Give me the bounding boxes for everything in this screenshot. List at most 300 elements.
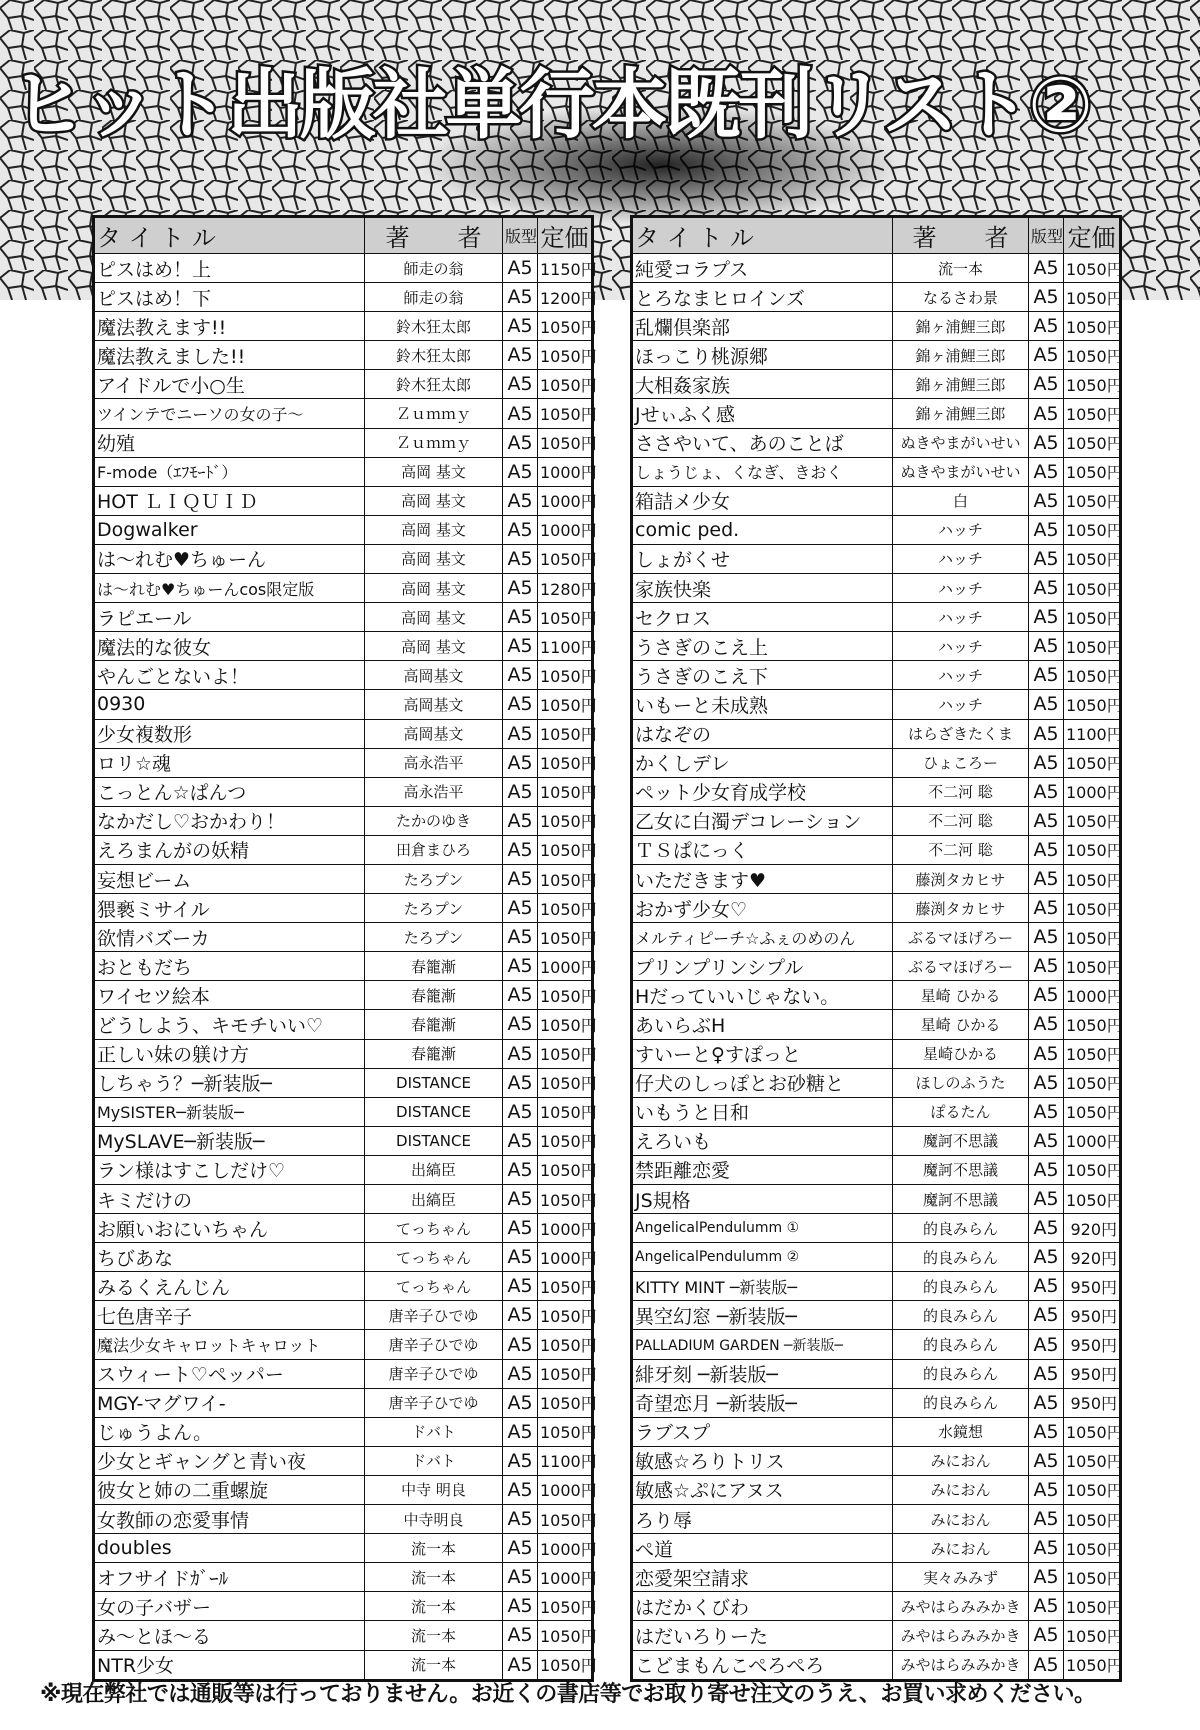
book-author: Ｚｕｍｍｙ (365, 399, 503, 428)
book-format: A5 (1029, 1330, 1064, 1359)
book-title: 女教師の恋愛事情 (95, 1505, 365, 1534)
table-header (95, 218, 592, 254)
book-author: ひょころー (893, 748, 1029, 777)
table-row (95, 457, 592, 486)
book-price: 1050円 (1064, 632, 1120, 661)
book-author: 田倉まひろ (365, 835, 503, 864)
book-price: 1050円 (1064, 283, 1120, 312)
book-title: 家族快楽 (633, 574, 893, 603)
book-format: A5 (1029, 283, 1064, 312)
book-author: たろプン (365, 923, 503, 952)
table-row (95, 690, 592, 719)
book-author: 鈴木狂太郎 (365, 370, 503, 399)
book-title: MGY-マグワイ- (95, 1388, 365, 1417)
book-author: ハッチ (893, 574, 1029, 603)
book-author: 中寺 明良 (365, 1475, 503, 1504)
book-price: 950円 (1064, 1330, 1120, 1359)
table-row (633, 399, 1120, 428)
book-format: A5 (503, 952, 538, 981)
book-price: 1050円 (538, 777, 592, 806)
book-format: A5 (503, 1330, 538, 1359)
book-author: 的良みらん (893, 1388, 1029, 1417)
book-title: 異空幻窓 ─新装版─ (633, 1301, 893, 1330)
book-price: 1050円 (1064, 428, 1120, 457)
book-title: ラン様はすこしだけ♡ (95, 1155, 365, 1184)
table-row (633, 632, 1120, 661)
book-author: みにおん (893, 1505, 1029, 1534)
table-row (633, 1155, 1120, 1184)
book-author: 的良みらん (893, 1272, 1029, 1301)
book-author: 魔訶不思議 (893, 1155, 1029, 1184)
table-row (95, 1097, 592, 1126)
book-format: A5 (503, 1475, 538, 1504)
book-format: A5 (503, 894, 538, 923)
book-title: F-mode（ｴﾌﾓｰﾄﾞ） (95, 457, 365, 486)
book-price: 1050円 (1064, 399, 1120, 428)
book-title: 0930 (95, 690, 365, 719)
book-price: 1000円 (538, 1475, 592, 1504)
book-author: 唐辛子ひでゆ (365, 1359, 503, 1388)
book-author: 春籠漸 (365, 1039, 503, 1068)
book-price: 1050円 (538, 1185, 592, 1214)
book-title: NTR少女 (95, 1650, 365, 1679)
book-format: A5 (1029, 923, 1064, 952)
book-price: 1280円 (538, 574, 592, 603)
book-author: 高岡 基文 (365, 544, 503, 573)
book-format: A5 (1029, 1097, 1064, 1126)
book-format: A5 (503, 981, 538, 1010)
book-price: 1050円 (1064, 1592, 1120, 1621)
table-row (633, 1010, 1120, 1039)
book-author: 師走の翁 (365, 283, 503, 312)
book-author: 星崎 ひかる (893, 1010, 1029, 1039)
book-title: 少女複数形 (95, 719, 365, 748)
book-format: A5 (503, 719, 538, 748)
book-price: 1050円 (1064, 1650, 1120, 1679)
book-author: ハッチ (893, 661, 1029, 690)
book-title: うさぎのこえ下 (633, 661, 893, 690)
book-price: 1000円 (1064, 777, 1120, 806)
table-row (633, 1126, 1120, 1155)
book-title: 大相姦家族 (633, 370, 893, 399)
book-title: えろいも (633, 1126, 893, 1155)
book-title: 魔法教えます!! (95, 312, 365, 341)
book-format: A5 (1029, 1475, 1064, 1504)
book-format: A5 (503, 254, 538, 283)
book-author: みにおん (893, 1475, 1029, 1504)
book-title: ラブスプ (633, 1417, 893, 1446)
book-format: A5 (503, 283, 538, 312)
book-title: ちびあな (95, 1243, 365, 1272)
book-price: 1050円 (538, 1650, 592, 1679)
table-row (95, 981, 592, 1010)
table-row (633, 1417, 1120, 1446)
table-row (633, 1505, 1120, 1534)
book-format: A5 (1029, 806, 1064, 835)
book-format: A5 (1029, 1650, 1064, 1679)
book-author: 流一本 (365, 1621, 503, 1650)
book-author: 的良みらん (893, 1214, 1029, 1243)
book-price: 1050円 (1064, 894, 1120, 923)
book-title: やんごとないよ！ (95, 661, 365, 690)
book-author: 実々みみず (893, 1563, 1029, 1592)
book-title: ぺ道 (633, 1534, 893, 1563)
book-title: えろまんがの妖精 (95, 835, 365, 864)
book-title: KITTY MINT ─新装版─ (633, 1272, 893, 1301)
book-price: 1050円 (1064, 1446, 1120, 1475)
book-title: ワイセツ絵本 (95, 981, 365, 1010)
book-author: 出縞臣 (365, 1185, 503, 1214)
book-title: こどまもんこぺろぺろ (633, 1650, 893, 1679)
table-row (633, 1446, 1120, 1475)
book-price: 1050円 (538, 370, 592, 399)
book-author: たかのゆき (365, 806, 503, 835)
table-row (633, 1592, 1120, 1621)
book-format: A5 (1029, 574, 1064, 603)
book-author: Ｚｕｍｍｙ (365, 428, 503, 457)
table-row (633, 486, 1120, 515)
book-format: A5 (1029, 719, 1064, 748)
book-author: 流一本 (365, 1534, 503, 1563)
book-title: スウィート♡ペッパー (95, 1359, 365, 1388)
book-title: あいらぶH (633, 1010, 893, 1039)
book-title: ほっこり桃源郷 (633, 341, 893, 370)
book-title: なかだし♡おかわり！ (95, 806, 365, 835)
book-price: 1050円 (538, 1097, 592, 1126)
table-row (95, 1068, 592, 1097)
book-format: A5 (503, 923, 538, 952)
book-format: A5 (1029, 864, 1064, 893)
book-title: 魔法的な彼女 (95, 632, 365, 661)
book-price: 1000円 (538, 1563, 592, 1592)
book-author: DISTANCE (365, 1126, 503, 1155)
book-title: doubles (95, 1534, 365, 1563)
book-format: A5 (1029, 981, 1064, 1010)
table-row (95, 1446, 592, 1475)
book-price: 1050円 (538, 603, 592, 632)
book-price: 1200円 (538, 283, 592, 312)
book-format: A5 (503, 544, 538, 573)
table-row (633, 835, 1120, 864)
table-row (95, 661, 592, 690)
book-author: ハッチ (893, 632, 1029, 661)
book-format: A5 (503, 1650, 538, 1679)
book-format: A5 (1029, 1010, 1064, 1039)
book-format: A5 (503, 1592, 538, 1621)
book-title: AngelicalPendulumm ① (633, 1214, 893, 1243)
book-title: キミだけの (95, 1185, 365, 1214)
book-price: 1050円 (1064, 923, 1120, 952)
book-author: たろプン (365, 864, 503, 893)
book-price: 1050円 (1064, 370, 1120, 399)
book-format: A5 (503, 690, 538, 719)
book-format: A5 (1029, 835, 1064, 864)
book-title: 魔法教えました!! (95, 341, 365, 370)
book-format: A5 (1029, 428, 1064, 457)
table-row (633, 923, 1120, 952)
book-format: A5 (1029, 1243, 1064, 1272)
book-title: おともだち (95, 952, 365, 981)
book-title: ＴＳぱにっく (633, 835, 893, 864)
book-price: 1000円 (1064, 1126, 1120, 1155)
book-price: 1050円 (1064, 312, 1120, 341)
table-row (633, 341, 1120, 370)
book-author: ハッチ (893, 603, 1029, 632)
book-title: いもーと未成熟 (633, 690, 893, 719)
book-title: 幼殖 (95, 428, 365, 457)
book-title: はなぞの (633, 719, 893, 748)
table-row (633, 1214, 1120, 1243)
book-author: ドバト (365, 1446, 503, 1475)
book-author: 錦ヶ浦鯉三郎 (893, 312, 1029, 341)
header-format: 版型 (503, 218, 538, 254)
book-title: Jせぃふく感 (633, 399, 893, 428)
header-price: 定価 (538, 218, 592, 254)
book-title: comic ped. (633, 515, 893, 544)
book-format: A5 (1029, 370, 1064, 399)
table-row (633, 574, 1120, 603)
book-format: A5 (503, 370, 538, 399)
book-format: A5 (1029, 632, 1064, 661)
book-format: A5 (1029, 1214, 1064, 1243)
book-title: とろなまヒロインズ (633, 283, 893, 312)
table-row (95, 777, 592, 806)
book-author: 高岡基文 (365, 690, 503, 719)
book-title: 緋牙刻 ─新装版─ (633, 1359, 893, 1388)
table-row (95, 544, 592, 573)
book-price: 1050円 (538, 1505, 592, 1534)
book-author: 鈴木狂太郎 (365, 341, 503, 370)
book-price: 1050円 (1064, 457, 1120, 486)
table-row (95, 864, 592, 893)
table-row (633, 719, 1120, 748)
book-title: 七色唐辛子 (95, 1301, 365, 1330)
book-author: 藤渕タカヒサ (893, 864, 1029, 893)
book-title: 乱爛倶楽部 (633, 312, 893, 341)
book-author: 流一本 (365, 1563, 503, 1592)
table-row (633, 864, 1120, 893)
book-price: 1050円 (538, 1010, 592, 1039)
book-format: A5 (503, 1534, 538, 1563)
book-author: 白 (893, 486, 1029, 515)
table-row (95, 1534, 592, 1563)
book-title: いただきます♥ (633, 864, 893, 893)
table-row (633, 661, 1120, 690)
book-title: セクロス (633, 603, 893, 632)
book-title: お願いおにいちゃん (95, 1214, 365, 1243)
table-row (633, 1097, 1120, 1126)
book-title: オフサイドｶﾞｰﾙ (95, 1563, 365, 1592)
table-row (633, 1359, 1120, 1388)
book-title: は～れむ♥ちゅーんcos限定版 (95, 574, 365, 603)
book-format: A5 (503, 632, 538, 661)
book-price: 1050円 (1064, 1010, 1120, 1039)
book-title: ピスはめ！上 (95, 254, 365, 283)
book-price: 1050円 (1064, 515, 1120, 544)
book-title: Dogwalker (95, 515, 365, 544)
header-price: 定価 (1064, 218, 1120, 254)
book-format: A5 (1029, 544, 1064, 573)
book-price: 1050円 (538, 690, 592, 719)
book-price: 1000円 (1064, 981, 1120, 1010)
table-row (95, 1126, 592, 1155)
book-format: A5 (503, 574, 538, 603)
book-price: 1050円 (1064, 864, 1120, 893)
table-row (633, 1243, 1120, 1272)
book-format: A5 (1029, 1359, 1064, 1388)
book-price: 1050円 (538, 341, 592, 370)
book-author: ドバト (365, 1417, 503, 1446)
book-format: A5 (503, 1417, 538, 1446)
book-price: 1100円 (538, 1446, 592, 1475)
book-price: 1050円 (538, 748, 592, 777)
table-row (633, 603, 1120, 632)
book-price: 1050円 (538, 894, 592, 923)
book-author: てっちゃん (365, 1272, 503, 1301)
book-price: 1050円 (1064, 1039, 1120, 1068)
book-format: A5 (1029, 1592, 1064, 1621)
table-row (633, 1272, 1120, 1301)
book-price: 1050円 (1064, 748, 1120, 777)
table-row (95, 574, 592, 603)
book-title: み～とほ～る (95, 1621, 365, 1650)
book-author: 高永浩平 (365, 777, 503, 806)
book-author: 高岡基文 (365, 719, 503, 748)
header-title: タ イ ト ル (95, 218, 365, 254)
table-row (95, 1650, 592, 1679)
book-format: A5 (503, 1563, 538, 1592)
book-price: 1050円 (538, 1417, 592, 1446)
book-title: 女の子バザー (95, 1592, 365, 1621)
book-format: A5 (1029, 1301, 1064, 1330)
book-price: 1100円 (1064, 719, 1120, 748)
book-title: じゅうよん。 (95, 1417, 365, 1446)
table-row (95, 1301, 592, 1330)
table-row (633, 1185, 1120, 1214)
book-format: A5 (1029, 1068, 1064, 1097)
book-price: 1050円 (1064, 1563, 1120, 1592)
book-format: A5 (503, 428, 538, 457)
book-price: 1050円 (1064, 603, 1120, 632)
book-price: 1050円 (538, 719, 592, 748)
book-title: PALLADIUM GARDEN ─新装版─ (633, 1330, 893, 1359)
book-format: A5 (1029, 486, 1064, 515)
book-price: 950円 (1064, 1359, 1120, 1388)
book-format: A5 (503, 835, 538, 864)
book-price: 1050円 (1064, 835, 1120, 864)
book-title: 欲情バズーカ (95, 923, 365, 952)
book-price: 1000円 (538, 457, 592, 486)
book-title: いもうと日和 (633, 1097, 893, 1126)
book-format: A5 (1029, 1534, 1064, 1563)
book-title: はだいろりーた (633, 1621, 893, 1650)
book-author: ぶるマほげろー (893, 952, 1029, 981)
table-row (633, 1039, 1120, 1068)
book-price: 1050円 (538, 1068, 592, 1097)
book-format: A5 (1029, 748, 1064, 777)
book-format: A5 (1029, 1417, 1064, 1446)
book-format: A5 (503, 1039, 538, 1068)
book-author: 唐辛子ひでゆ (365, 1330, 503, 1359)
book-author: ハッチ (893, 515, 1029, 544)
book-format: A5 (1029, 312, 1064, 341)
book-price: 950円 (1064, 1388, 1120, 1417)
book-title: うさぎのこえ上 (633, 632, 893, 661)
book-format: A5 (503, 341, 538, 370)
book-author: 鈴木狂太郎 (365, 312, 503, 341)
book-author: 的良みらん (893, 1243, 1029, 1272)
book-price: 1050円 (538, 428, 592, 457)
book-format: A5 (1029, 661, 1064, 690)
book-price: 1050円 (538, 1388, 592, 1417)
book-format: A5 (1029, 1388, 1064, 1417)
book-title: 妄想ビーム (95, 864, 365, 893)
book-author: 高岡 基文 (365, 603, 503, 632)
book-price: 1050円 (538, 1621, 592, 1650)
book-title: ラピエール (95, 603, 365, 632)
table-row (95, 399, 592, 428)
book-title: 純愛コラプス (633, 254, 893, 283)
book-author: 唐辛子ひでゆ (365, 1388, 503, 1417)
header-format: 版型 (1029, 218, 1064, 254)
table-row (633, 777, 1120, 806)
book-author: 不二河 聡 (893, 835, 1029, 864)
book-author: なるさわ景 (893, 283, 1029, 312)
book-title: Hだっていいじゃない。 (633, 981, 893, 1010)
book-title: ささやいて、あのことば (633, 428, 893, 457)
book-price: 1100円 (538, 632, 592, 661)
table-row (95, 835, 592, 864)
book-price: 1050円 (1064, 574, 1120, 603)
book-format: A5 (1029, 1563, 1064, 1592)
table-row (633, 894, 1120, 923)
footer-notice: ※現在弊社では通販等は行っておりません。お近くの書店等でお取り寄せ注文のうえ、お買い求めください。 (40, 1682, 1096, 1707)
table-row (95, 1475, 592, 1504)
table-row (95, 1243, 592, 1272)
book-author: 不二河 聡 (893, 806, 1029, 835)
table-row (633, 428, 1120, 457)
book-title: アイドルで小○生 (95, 370, 365, 399)
book-price: 1150円 (538, 254, 592, 283)
book-author: 流一本 (365, 1592, 503, 1621)
table-row (633, 254, 1120, 283)
table-row (95, 952, 592, 981)
book-author: 唐辛子ひでゆ (365, 1301, 503, 1330)
book-title: 魔法少女キャロットキャロット (95, 1330, 365, 1359)
table-row (95, 486, 592, 515)
book-price: 1050円 (1064, 1475, 1120, 1504)
table-row (633, 1301, 1120, 1330)
book-format: A5 (503, 1446, 538, 1475)
table-row (95, 1330, 592, 1359)
book-author: 錦ヶ浦鯉三郎 (893, 399, 1029, 428)
book-format: A5 (1029, 894, 1064, 923)
book-price: 1050円 (538, 399, 592, 428)
book-title: MySLAVE─新装版─ (95, 1126, 365, 1155)
book-author: 春籠漸 (365, 1010, 503, 1039)
book-format: A5 (1029, 1446, 1064, 1475)
book-format: A5 (503, 748, 538, 777)
table-row (633, 748, 1120, 777)
book-price: 1000円 (538, 952, 592, 981)
book-price: 1050円 (1064, 544, 1120, 573)
book-title: どうしよう、キモチいい♡ (95, 1010, 365, 1039)
table-row (633, 952, 1120, 981)
table-row (95, 341, 592, 370)
book-list-table-left (92, 215, 597, 1682)
book-title: ツインテでニーソの女の子～ (95, 399, 365, 428)
book-format: A5 (1029, 457, 1064, 486)
